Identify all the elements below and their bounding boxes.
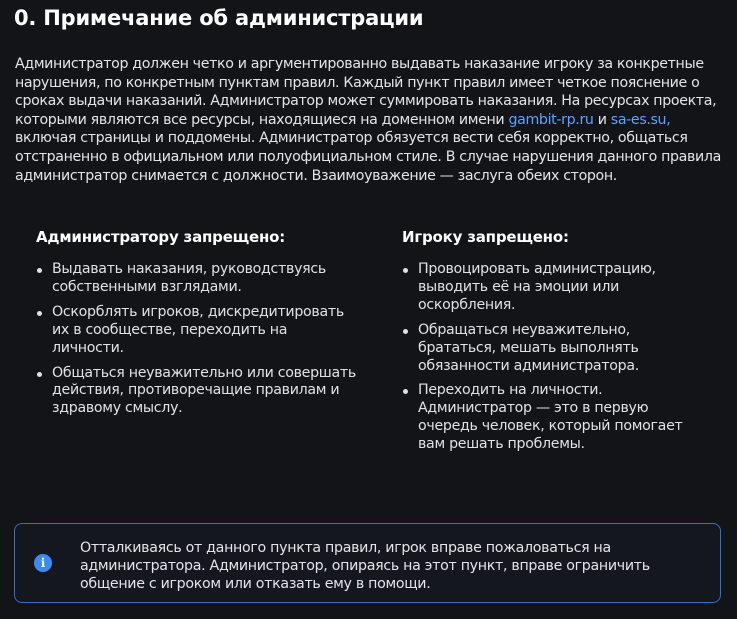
- rules-columns: [0, 228, 737, 468]
- notice-text: Отталкиваясь от данного пункта правил, игрок вправе пожаловаться на администратора. Администратор, опираясь на этот пункт, вправе ограничить общение с игроком или отказать ему в помощи.: [80, 540, 650, 592]
- info-icon: i: [34, 554, 52, 572]
- intro-text-1: Администратор должен четко и аргументированно выдавать наказание игроку за конкретные нарушения, по конкретным пунктам правил. Каждый пункт правил имеет четкое пояснение о сроках выдачи наказаний. Администратор может суммировать наказания. На ресурсах проекта, которыми являются все ресурсы, находящиеся на доменном имени: [15, 56, 717, 128]
- list-item: Обращаться неуважительно, брататься, мешать выполнять обязанности администратора.: [402, 322, 712, 376]
- list-item: Оскорблять игроков, дискредитировать их в сообществе, переходить на личности.: [36, 304, 356, 358]
- link-sa-es[interactable]: sa-es.su,: [610, 111, 671, 128]
- list-item: Переходить на личности. Администратор — это в первую очередь человек, который помогает вам решать проблемы.: [402, 382, 712, 454]
- link-gambit-rp[interactable]: gambit-rp.ru: [508, 111, 594, 128]
- admin-forbidden-column: [36, 228, 356, 425]
- player-forbidden-column: [402, 228, 712, 461]
- list-item: Общаться неуважительно или совершать действия, противоречащие правилам и здравому смыслу.: [36, 365, 356, 419]
- section-intro: [15, 55, 727, 185]
- admin-forbidden-heading: Администратору запрещено:: [36, 228, 286, 246]
- player-forbidden-heading: Игроку запрещено:: [402, 228, 569, 246]
- list-item: Провоцировать администрацию, выводить её на эмоции или оскорбления.: [402, 261, 712, 315]
- intro-conjunction: и: [593, 111, 611, 128]
- intro-text-2: включая страницы и поддомены. Администратор обязуется вести себя корректно, общаться отстраненно в официальном или полуофициальном стиле. В случае нарушения данного правила администратор снимается с должности. Взаимоуважение — заслуга обеих сторон.: [15, 130, 721, 184]
- section-title: 0. Примечание об администрации: [14, 6, 424, 30]
- admin-forbidden-list: [36, 261, 356, 418]
- player-forbidden-list: [402, 261, 712, 454]
- list-item: Выдавать наказания, руководствуясь собственными взглядами.: [36, 261, 356, 297]
- info-notice: [14, 523, 721, 603]
